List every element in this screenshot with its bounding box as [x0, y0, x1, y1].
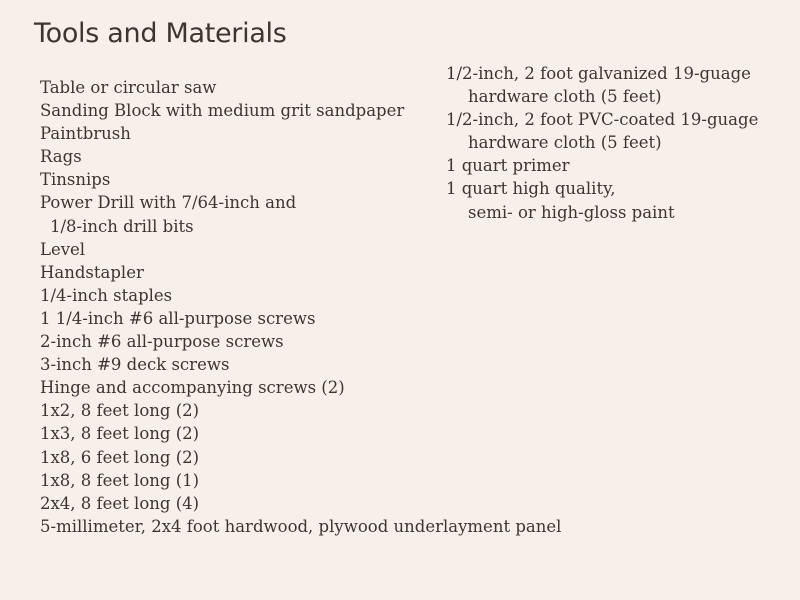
list-item-text: Level: [40, 239, 86, 259]
list-item-text: Tinsnips: [40, 170, 111, 190]
list-item-text: 1/4-inch staples: [40, 285, 173, 305]
list-item-text: Paintbrush: [40, 124, 131, 144]
list-item-text: 1x2, 8 feet long (2): [40, 401, 200, 421]
list-item: [446, 62, 758, 108]
list-item: [40, 376, 561, 399]
list-item-text: 1x8, 8 feet long (1): [40, 470, 200, 490]
list-item: [40, 515, 561, 538]
page-title: Tools and Materials: [34, 18, 287, 49]
list-item-text: Rags: [40, 147, 82, 167]
list-item-text: 1 quart high quality,: [446, 179, 616, 199]
list-item-text: Handstapler: [40, 262, 144, 282]
materials-list-right: [446, 62, 758, 224]
list-item: [40, 307, 561, 330]
list-item-continuation: hardware cloth (5 feet): [468, 133, 662, 153]
list-item: [40, 492, 561, 515]
list-item-continuation: 1/8-inch drill bits: [50, 216, 194, 236]
list-item: [446, 108, 758, 154]
list-item-text: 2-inch #6 all-purpose screws: [40, 332, 284, 352]
list-item: [40, 399, 561, 422]
list-item-text: 1/2-inch, 2 foot galvanized 19-guage: [446, 64, 751, 83]
list-item: [40, 446, 561, 469]
list-item: [40, 261, 561, 284]
list-item-text: Table or circular saw: [40, 78, 217, 97]
list-item: [40, 284, 561, 307]
list-item: [40, 353, 561, 376]
list-item: [446, 154, 758, 177]
list-item-text: 2x4, 8 feet long (4): [40, 493, 200, 513]
list-item-text: 1/2-inch, 2 foot PVC-coated 19-guage: [446, 110, 759, 130]
list-item-text: 5-millimeter, 2x4 foot hardwood, plywood underlayment panel: [40, 516, 562, 536]
list-item: [40, 238, 561, 261]
list-item-continuation: semi- or high-gloss paint: [468, 202, 675, 222]
list-item-text: Power Drill with 7/64-inch and: [40, 193, 297, 213]
list-item: [40, 422, 561, 445]
list-item: [40, 469, 561, 492]
list-item-text: 1 quart primer: [446, 156, 570, 176]
list-item-text: 1 1/4-inch #6 all-purpose screws: [40, 308, 316, 328]
list-item-text: 3-inch #9 deck screws: [40, 355, 230, 375]
list-item-text: 1x3, 8 feet long (2): [40, 424, 200, 444]
list-item-text: 1x8, 6 feet long (2): [40, 447, 200, 467]
list-item-text: Sanding Block with medium grit sandpaper: [40, 101, 405, 121]
list-item: [446, 177, 758, 223]
list-item: [40, 330, 561, 353]
list-item-text: Hinge and accompanying screws (2): [40, 378, 345, 398]
list-item-continuation: hardware cloth (5 feet): [468, 87, 662, 107]
